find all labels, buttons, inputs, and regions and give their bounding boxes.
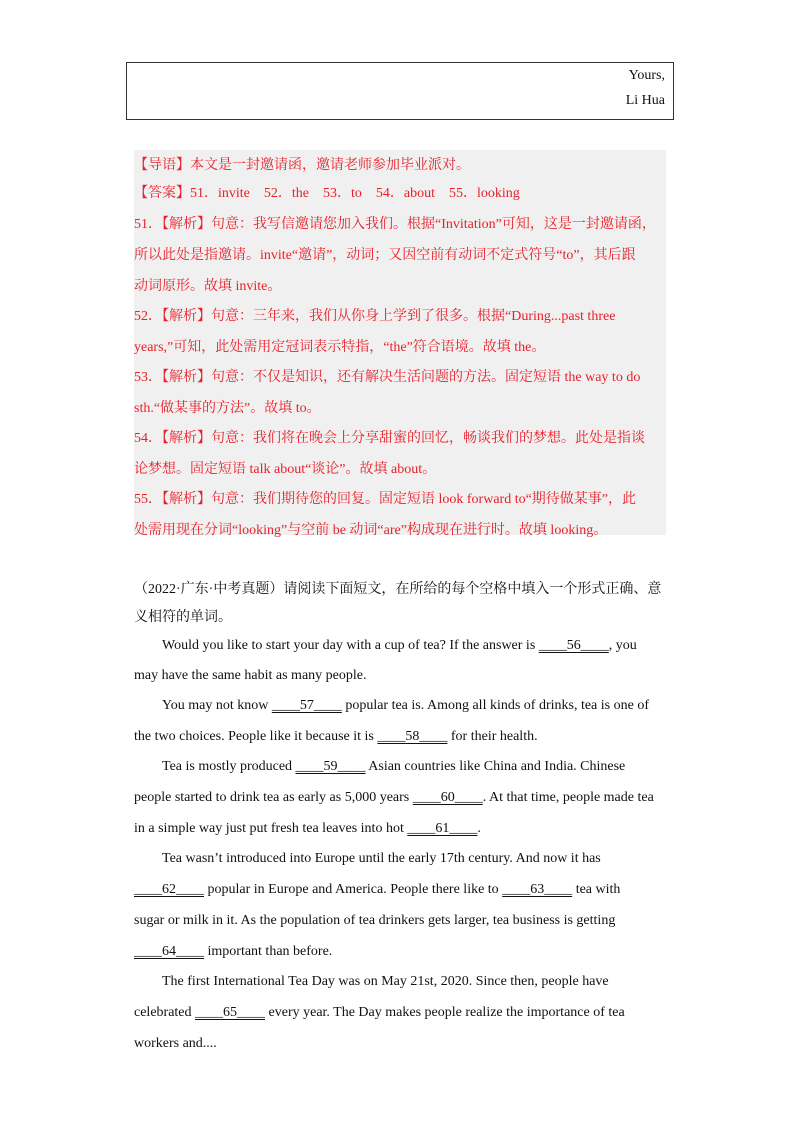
blank-59[interactable]: ____59____: [295, 759, 366, 774]
answer-line: 54．【解析】句意：我们将在晚会上分享甜蜜的回忆，畅谈我们的梦想。此处是指谈: [134, 431, 645, 446]
letter-closing: Yours,: [628, 68, 665, 83]
answer-line: 论梦想。固定短语 talk about“谈论”。故填 about。: [134, 462, 437, 477]
answer-line: years,”可知，此处需用定冠词表示特指，“the”符合语境。故填 the。: [134, 340, 546, 355]
answer-line: 动词原形。故填 invite。: [134, 279, 282, 294]
blank-65[interactable]: ____65____: [195, 1005, 266, 1020]
letter-signature: Li Hua: [625, 93, 665, 108]
passage-line: people started to drink tea as early as 5,000 years ____60____. At that time, people made tea: [134, 790, 654, 805]
passage-line: You may not know ____57____ popular tea is. Among all kinds of drinks, tea is one of: [162, 698, 649, 713]
passage-line: Tea is mostly produced ____59____ Asian countries like China and India. Chinese: [162, 759, 626, 774]
passage-line: ____62____ popular in Europe and America. People there like to ____63____ tea with: [134, 882, 621, 897]
passage-line: The first International Tea Day was on May 21st, 2020. Since then, people have: [162, 974, 609, 989]
blank-61[interactable]: ____61____: [407, 821, 478, 836]
answer-line: 【答案】51．invite 52．the 53．to 54．about 55．looking: [134, 186, 520, 201]
question-intro: （2022·广东·中考真题）请阅读下面短文，在所给的每个空格中填入一个形式正确、意: [134, 582, 662, 597]
passage-line: in a simple way just put fresh tea leaves into hot ____61____.: [134, 821, 481, 836]
letter-closing-box: [126, 62, 674, 120]
blank-64[interactable]: ____64____: [134, 944, 204, 959]
passage-line: may have the same habit as many people.: [134, 668, 367, 683]
blank-56[interactable]: ____56____: [538, 638, 609, 653]
answer-line: 51．【解析】句意：我写信邀请您加入我们。根据“Invitation”可知，这是一封邀请函，: [134, 217, 656, 232]
question-intro: 义相符的单词。: [134, 610, 232, 625]
answer-explanation-box: [134, 150, 666, 538]
answer-line: sth.“做某事的方法”。故填 to。: [134, 401, 321, 416]
answer-line: 52．【解析】句意：三年来，我们从你身上学到了很多。根据“During...past three: [134, 309, 616, 324]
blank-63[interactable]: ____63____: [502, 882, 573, 897]
passage-line: Would you like to start your day with a cup of tea? If the answer is ____56____, you: [162, 638, 637, 653]
passage-line: sugar or milk in it. As the population of tea drinkers gets larger, tea business is getting: [134, 913, 616, 928]
answer-line: 【导语】本文是一封邀请函，邀请老师参加毕业派对。: [134, 158, 470, 173]
passage-line: ____64____ important than before.: [134, 944, 333, 959]
passage-line: the two choices. People like it because it is ____58____ for their health.: [134, 729, 538, 744]
blank-57[interactable]: ____57____: [271, 698, 342, 713]
blank-58[interactable]: ____58____: [377, 729, 448, 744]
passage-line: Tea wasn’t introduced into Europe until the early 17th century. And now it has: [162, 851, 601, 866]
answer-line: 53．【解析】句意：不仅是知识，还有解决生活问题的方法。固定短语 the way to do: [134, 370, 641, 385]
passage-line: celebrated ____65____ every year. The Day makes people realize the importance of tea: [134, 1005, 625, 1020]
answer-line: 55．【解析】句意：我们期待您的回复。固定短语 look forward to“期待做某事”，此: [134, 492, 637, 507]
answer-line: 所以此处是指邀请。invite“邀请”，动词；又因空前有动词不定式符号“to”，其后跟: [134, 248, 636, 263]
passage-line: workers and....: [134, 1036, 217, 1051]
blank-62[interactable]: ____62____: [134, 882, 204, 897]
answer-line: 处需用现在分词“looking”与空前 be 动词“are”构成现在进行时。故填 looking。: [134, 523, 608, 538]
blank-60[interactable]: ____60____: [412, 790, 483, 805]
